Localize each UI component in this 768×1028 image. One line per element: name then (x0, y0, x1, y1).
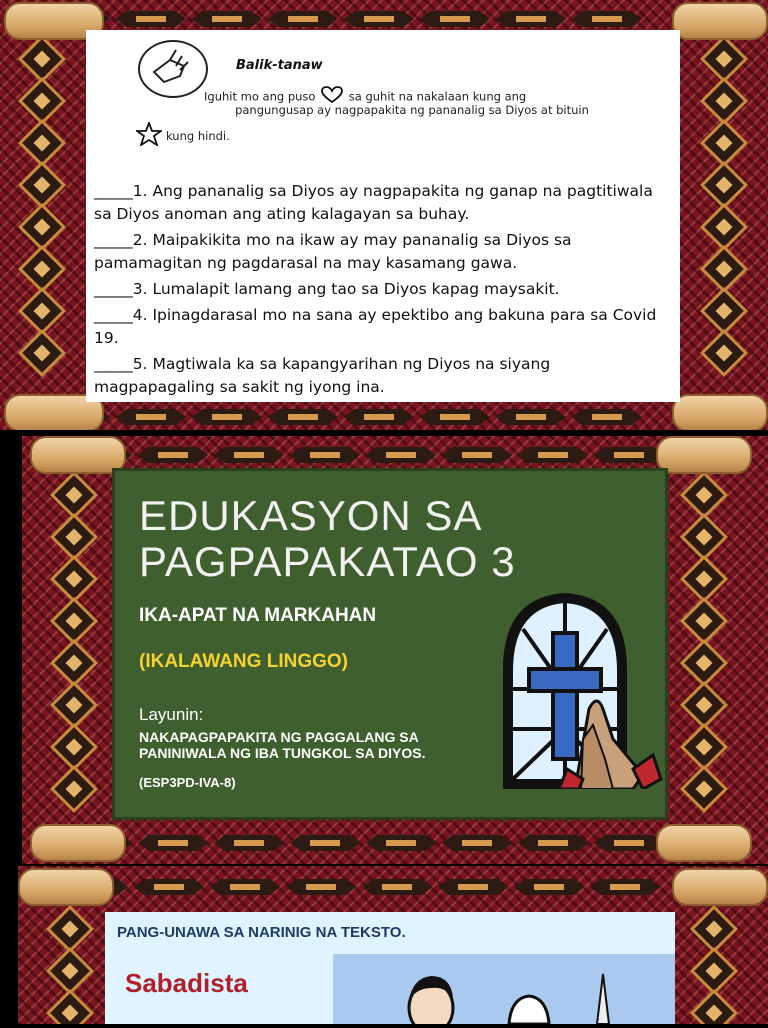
star-icon (136, 122, 162, 149)
objective-label: Layunin: (139, 705, 204, 724)
review-item-3: _____3. Lumalapit lamang ang tao sa Diyos kapag maysakit. (94, 280, 560, 298)
chalkboard (112, 468, 668, 820)
competency-code: (ESP3PD-IVA-8) (139, 775, 236, 790)
review-item-1: _____1. Ang pananalig sa Diyos ay nagpapakita ng ganap na pagtitiwala sa Diyos anoman ang ating kalagayan sa buhay. (94, 182, 653, 223)
frame-right-band (676, 472, 732, 864)
review-item-5: _____5. Magtiwala ka sa kapangyarihan ng Diyos na siyang magpapagaling sa sakit ng iyong ina. (94, 355, 551, 396)
frame-left-band (46, 472, 102, 864)
frame-left-band (14, 36, 70, 430)
week-label: (IKALAWANG LINGGO) (139, 651, 348, 672)
review-paper (86, 30, 680, 402)
instruction-part-a: Iguhit mo ang puso (204, 89, 316, 104)
review-items (94, 180, 674, 402)
scroll-rod-bottom-left (30, 824, 126, 862)
scroll-rod-bottom-right (656, 824, 752, 862)
listening-word: Sabadista (125, 968, 248, 998)
cover-title: EDUKASYON SA PAGPAPAKATAO 3 (139, 492, 516, 585)
people-illustration (333, 954, 675, 1024)
praying-hands-cross-icon (493, 589, 663, 789)
scroll-rod-top-right (672, 2, 768, 40)
frame-top-band (18, 872, 768, 902)
scroll-rod-top-left (18, 868, 114, 906)
instruction-part-c: pangungusap ay nagpapakita ng pananalig sa Diyos at bituin (235, 103, 589, 117)
quarter-label: IKA-APAT NA MARKAHAN (139, 605, 377, 626)
scroll-rod-top-right (656, 436, 752, 474)
frame-left-band (42, 906, 98, 1024)
frame-right-band (686, 906, 742, 1024)
review-slide (0, 0, 768, 430)
frame-right-band (696, 36, 752, 430)
objective-text: NAKAPAGPAPAKITA NG PAGGALANG SA PANINIWALA NG IBA TUNGKOL SA DIYOS. (139, 729, 426, 761)
instruction-part-b: sa guhit na nakalaan kung ang (348, 89, 527, 104)
frame-bottom-band (0, 402, 768, 430)
instruction-part-d: kung hindi. (166, 128, 230, 143)
listening-heading: PANG-UNAWA SA NARINIG NA TEKSTO. (117, 924, 406, 941)
review-item-4: _____4. Ipinagdarasal mo na sana ay epektibo ang bakuna para sa Covid 19. (94, 306, 657, 347)
scroll-rod-bottom-right (672, 394, 768, 430)
review-title: Balik-tanaw (236, 58, 323, 73)
review-item-2: _____2. Maipakikita mo na ikaw ay may pananalig sa Diyos sa pamamagitan ng pagdarasal na may kasamang gawa. (94, 231, 572, 272)
listening-paper (105, 912, 675, 1024)
scroll-rod-top-right (672, 868, 768, 906)
review-instruction-end (136, 122, 230, 149)
hand-writing-icon (138, 40, 208, 98)
